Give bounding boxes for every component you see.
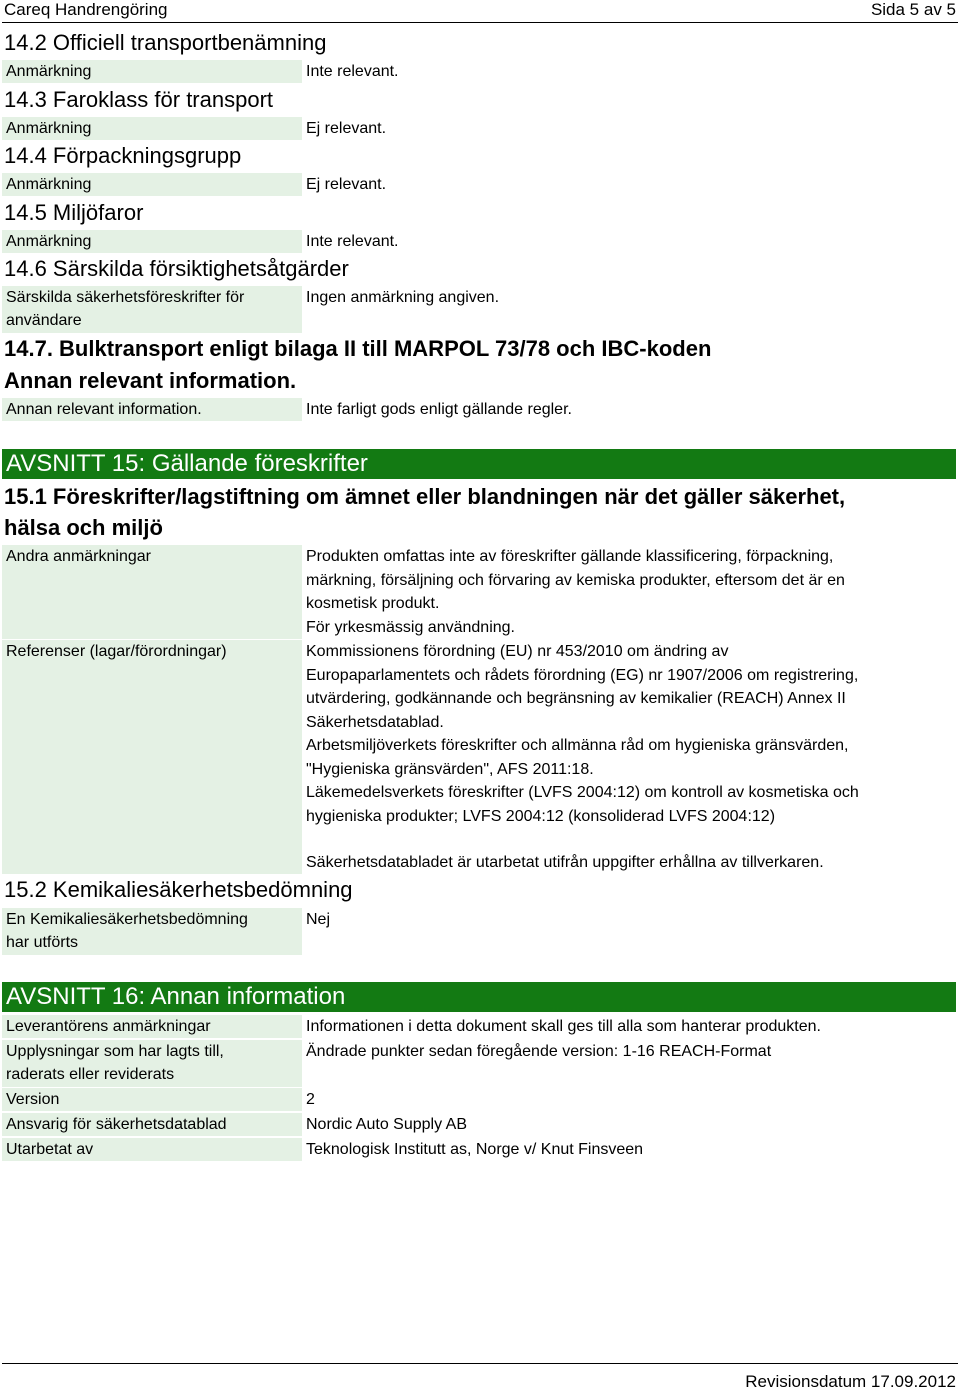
label-upplysningar	[2, 1040, 302, 1087]
andra-line: märkning, försäljning och förvaring av kemiska produkter, eftersom det är en	[306, 571, 845, 589]
company-name: Careq Handrengöring	[4, 0, 168, 19]
kem-label-line-2: har utförts	[6, 934, 79, 951]
value-upplysningar: Ändrade punkter sedan föregående version: 1-16 REACH-Format	[306, 1043, 772, 1060]
value-leverantorens-anmarkningar: Informationen i detta dokument skall ges till alla som hanterar produkten.	[306, 1018, 821, 1035]
label-14-4: Anmärkning	[2, 173, 302, 196]
value-other-info: Inte farligt gods enligt gällande regler.	[306, 401, 572, 418]
ref-line: utvärdering, godkännande och begränsning av kemikalier (REACH) Annex II	[306, 690, 846, 707]
ref-line: hygieniska produkter; LVFS 2004:12 (konsoliderad LVFS 2004:12)	[306, 807, 776, 825]
label-14-6-line-2: användare	[6, 312, 82, 329]
value-version: 2	[306, 1091, 315, 1108]
label-kemikaliesakerhetsbedomning	[2, 908, 302, 955]
andra-line: kosmetisk produkt.	[306, 595, 440, 612]
value-ansvarig: Nordic Auto Supply AB	[306, 1116, 467, 1133]
ref-line: "Hygieniska gränsvärden", AFS 2011:18.	[306, 760, 594, 778]
heading-14-4: 14.4 Förpackningsgrupp	[4, 143, 242, 168]
label-ansvarig: Ansvarig för säkerhetsdatablad	[2, 1113, 302, 1136]
value-referenser	[306, 640, 956, 828]
label-leverantorens-anmarkningar: Leverantörens anmärkningar	[2, 1015, 302, 1038]
value-14-3: Ej relevant.	[306, 120, 387, 137]
heading-15-1-line-2: hälsa och miljö	[4, 515, 163, 540]
value-14-2: Inte relevant.	[306, 63, 399, 80]
value-utarbetat-av: Teknologisk Institutt as, Norge v/ Knut Finsveen	[306, 1141, 644, 1158]
heading-14-2: 14.2 Officiell transportbenämning	[4, 30, 327, 55]
andra-line: Produkten omfattas inte av föreskrifter gällande klassificering, förpackning,	[306, 548, 834, 565]
section-16-band: AVSNITT 16: Annan information	[2, 982, 956, 1012]
label-referenser: Referenser (lagar/förordningar)	[2, 640, 302, 874]
heading-14-7: 14.7. Bulktransport enligt bilaga II till MARPOL 73/78 och IBC-koden	[4, 336, 712, 361]
value-14-5: Inte relevant.	[306, 233, 399, 250]
ref-note: Säkerhetsdatabladet är utarbetat utifrån uppgifter erhållna av tillverkaren.	[306, 854, 824, 871]
value-14-6: Ingen anmärkning angiven.	[306, 289, 500, 306]
kem-label-line-1: En Kemikaliesäkerhetsbedömning	[6, 911, 248, 928]
ref-line: Arbetsmiljöverkets föreskrifter och allmänna råd om hygieniska gränsvärden,	[306, 737, 849, 754]
heading-15-2: 15.2 Kemikaliesäkerhetsbedömning	[4, 877, 353, 902]
label-andra-anmarkningar: Andra anmärkningar	[2, 545, 302, 639]
label-other-info: Annan relevant information.	[2, 398, 302, 421]
label-14-3: Anmärkning	[2, 117, 302, 140]
page-number: Sida 5 av 5	[870, 0, 956, 19]
heading-14-6: 14.6 Särskilda försiktighetsåtgärder	[4, 256, 349, 281]
label-version: Version	[2, 1088, 302, 1111]
ref-line: Europaparlamentets och rådets förordning (EG) nr 1907/2006 om registrering,	[306, 666, 859, 684]
ref-line: Säkerhetsdatablad.	[306, 713, 444, 731]
value-kemikaliesakerhetsbedomning: Nej	[306, 911, 331, 928]
heading-14-5: 14.5 Miljöfaror	[4, 200, 144, 225]
upplysningar-label-line-1: Upplysningar som har lagts till,	[6, 1043, 224, 1060]
heading-other-info: Annan relevant information.	[4, 368, 297, 393]
value-andra-anmarkningar	[306, 545, 956, 639]
label-14-2: Anmärkning	[2, 60, 302, 83]
upplysningar-label-line-2: raderats eller reviderats	[6, 1066, 175, 1083]
section-15-band: AVSNITT 15: Gällande föreskrifter	[2, 449, 956, 479]
label-14-5: Anmärkning	[2, 230, 302, 253]
label-utarbetat-av: Utarbetat av	[2, 1138, 302, 1161]
revision-date: Revisionsdatum 17.09.2012	[745, 1372, 956, 1391]
heading-15-1-line-1: 15.1 Föreskrifter/lagstiftning om ämnet eller blandningen när det gäller säkerhet,	[4, 484, 846, 509]
ref-line: Kommissionens förordning (EU) nr 453/2010 om ändring av	[306, 643, 729, 660]
andra-line: För yrkesmässig användning.	[306, 618, 515, 636]
label-14-6-line-1: Särskilda säkerhetsföreskrifter för	[6, 289, 245, 306]
header-rule	[2, 22, 958, 23]
value-14-4: Ej relevant.	[306, 176, 387, 193]
label-14-6	[2, 286, 302, 333]
footer-rule	[2, 1363, 958, 1364]
heading-14-3: 14.3 Faroklass för transport	[4, 87, 274, 112]
ref-line: Läkemedelsverkets föreskrifter (LVFS 2004:12) om kontroll av kosmetiska och	[306, 784, 859, 801]
